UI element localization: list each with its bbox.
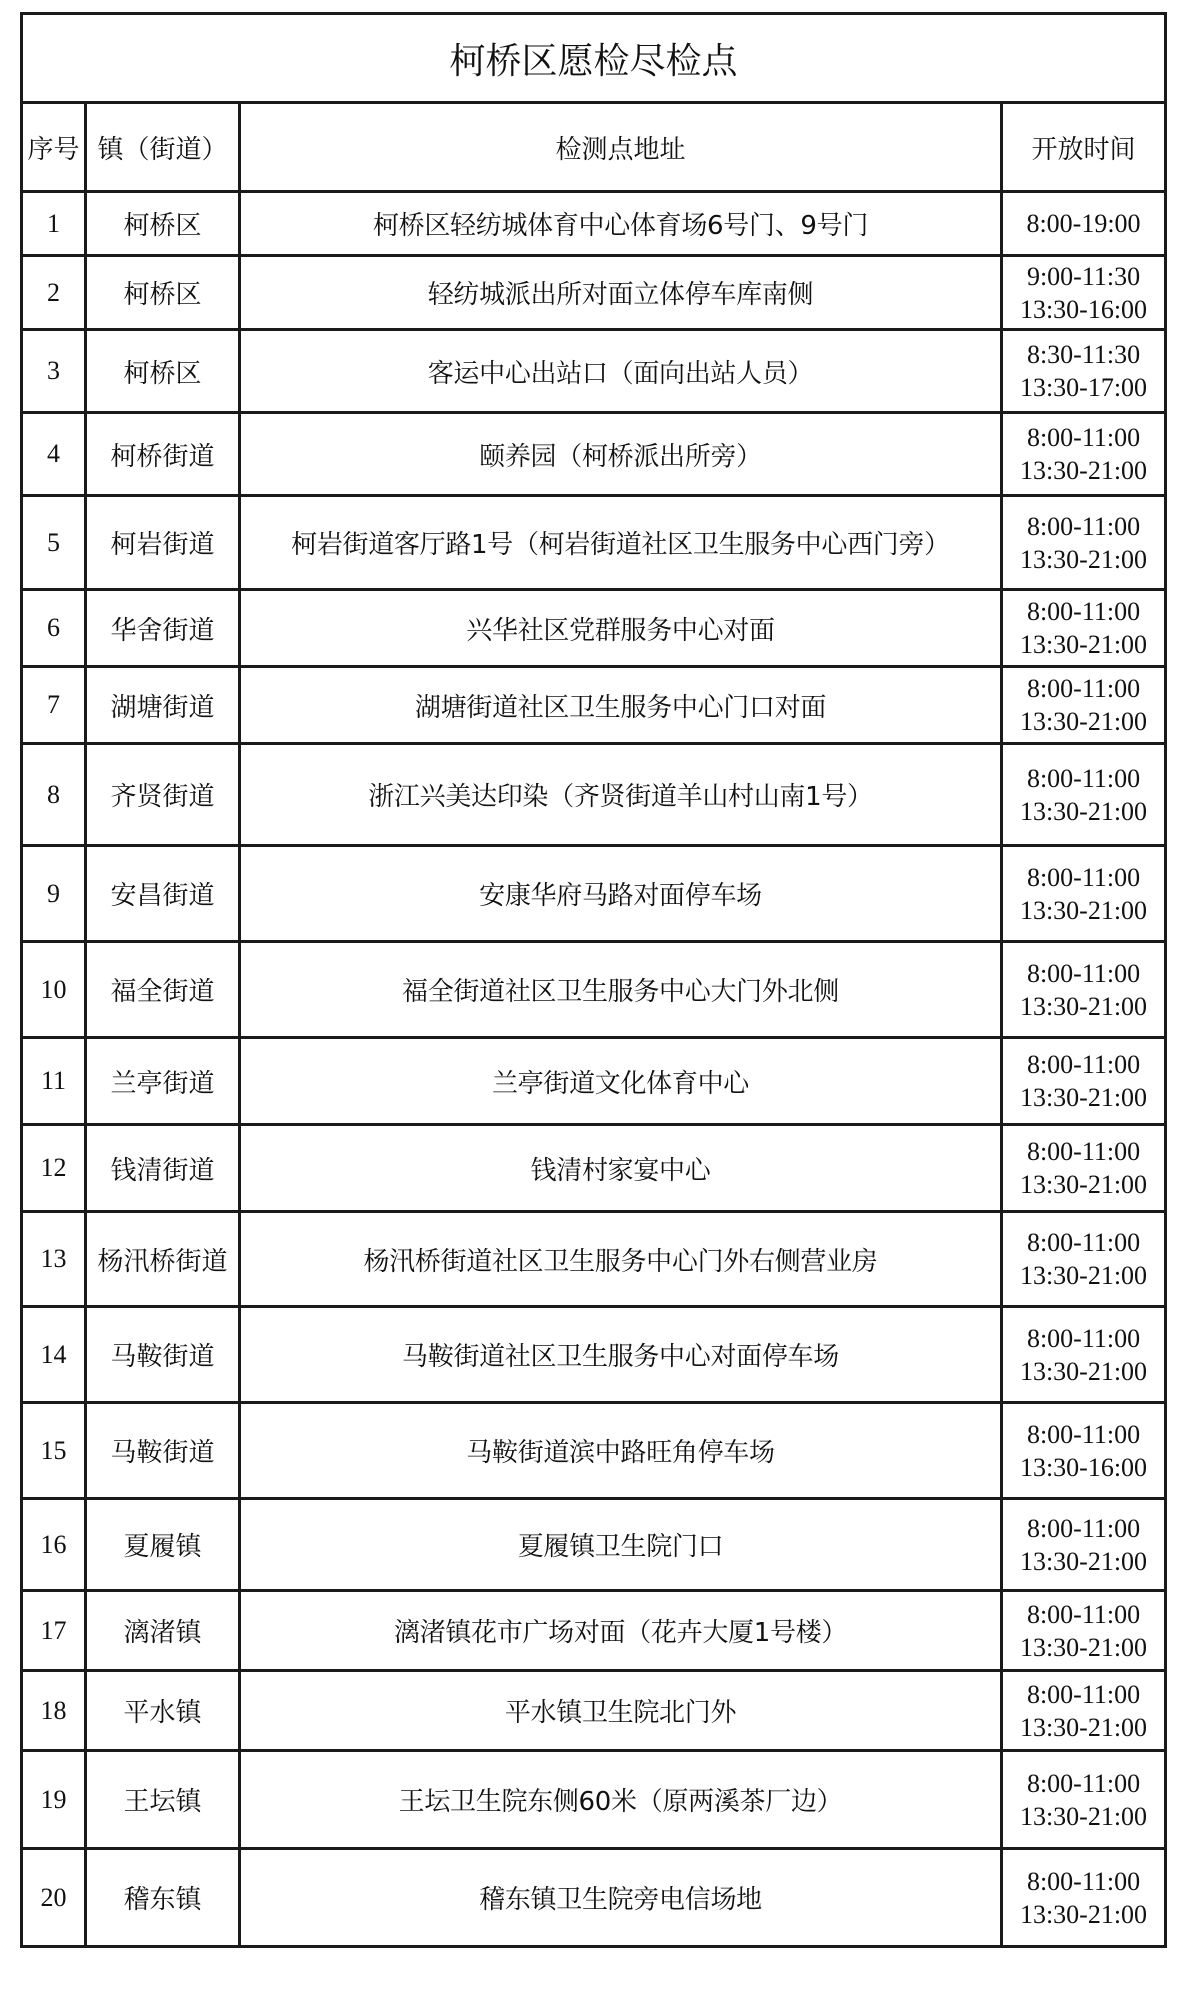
town-cell: 福全街道 (86, 942, 240, 1038)
address-cell: 浙江兴美达印染（齐贤街道羊山村山南1号） (240, 744, 1002, 846)
town-cell: 柯桥区 (86, 192, 240, 256)
hours-afternoon: 13:30-21:00 (1019, 1170, 1148, 1199)
address-cell: 钱清村家宴中心 (240, 1125, 1002, 1212)
address-cell: 兴华社区党群服务中心对面 (240, 590, 1002, 667)
address-cell: 稽东镇卫生院旁电信场地 (240, 1849, 1002, 1947)
address-cell: 柯桥区轻纺城体育中心体育场6号门、9号门 (240, 192, 1002, 256)
header-hours: 开放时间 (1002, 103, 1166, 192)
hours-morning: 8:00-11:00 (1026, 1866, 1141, 1896)
row-number: 13 (22, 1212, 86, 1307)
town-cell: 湖塘街道 (86, 667, 240, 744)
table-row (22, 192, 1166, 256)
hours-morning: 8:00-11:00 (1026, 511, 1141, 541)
row-number: 20 (22, 1849, 86, 1947)
address-cell: 客运中心出站口（面向出站人员） (240, 330, 1002, 413)
hours-cell (1002, 330, 1166, 413)
table-row (22, 413, 1166, 496)
town-cell: 柯桥区 (86, 256, 240, 330)
town-cell: 稽东镇 (86, 1849, 240, 1947)
hours-afternoon: 13:30-21:00 (1019, 1261, 1148, 1290)
hours-cell (1002, 1499, 1166, 1591)
row-number: 14 (22, 1307, 86, 1403)
row-number: 3 (22, 330, 86, 413)
hours-morning: 8:00-19:00 (1026, 209, 1141, 238)
town-cell: 马鞍街道 (86, 1307, 240, 1403)
hours-afternoon: 13:30-21:00 (1019, 707, 1148, 736)
hours-cell (1002, 1751, 1166, 1849)
hours-morning: 8:00-11:00 (1026, 1137, 1141, 1166)
town-cell: 马鞍街道 (86, 1403, 240, 1499)
hours-morning: 8:00-11:00 (1026, 1323, 1141, 1353)
hours-morning: 8:00-11:00 (1026, 597, 1141, 626)
hours-morning: 8:00-11:00 (1026, 1679, 1141, 1709)
row-number: 5 (22, 496, 86, 590)
hours-cell (1002, 1591, 1166, 1671)
header-index: 序号 (22, 103, 86, 192)
town-cell: 柯桥区 (86, 330, 240, 413)
address-cell: 福全街道社区卫生服务中心大门外北侧 (240, 942, 1002, 1038)
town-cell: 齐贤街道 (86, 744, 240, 846)
table-row (22, 1212, 1166, 1307)
row-number: 10 (22, 942, 86, 1038)
table-row (22, 667, 1166, 744)
table-row (22, 1307, 1166, 1403)
address-cell: 杨汛桥街道社区卫生服务中心门外右侧营业房 (240, 1212, 1002, 1307)
row-number: 17 (22, 1591, 86, 1671)
table-body (22, 192, 1166, 1947)
hours-afternoon: 13:30-21:00 (1019, 630, 1148, 659)
hours-cell (1002, 1038, 1166, 1125)
hours-afternoon: 13:30-21:00 (1019, 1546, 1148, 1576)
table-row (22, 330, 1166, 413)
table-row (22, 1403, 1166, 1499)
town-cell: 柯桥街道 (86, 413, 240, 496)
town-cell: 平水镇 (86, 1671, 240, 1751)
hours-morning: 8:00-11:00 (1026, 763, 1141, 793)
address-cell: 马鞍街道社区卫生服务中心对面停车场 (240, 1307, 1002, 1403)
hours-cell (1002, 1849, 1166, 1947)
address-cell: 夏履镇卫生院门口 (240, 1499, 1002, 1591)
table-row (22, 1751, 1166, 1849)
row-number: 15 (22, 1403, 86, 1499)
address-cell: 王坛卫生院东侧60米（原两溪茶厂边） (240, 1751, 1002, 1849)
hours-morning: 8:00-11:00 (1026, 423, 1141, 452)
hours-morning: 8:00-11:00 (1026, 1513, 1141, 1543)
table-row (22, 1499, 1166, 1591)
address-cell: 平水镇卫生院北门外 (240, 1671, 1002, 1751)
hours-morning: 8:00-11:00 (1026, 1599, 1141, 1629)
hours-afternoon: 13:30-21:00 (1019, 544, 1148, 574)
table-row (22, 590, 1166, 667)
town-cell: 柯岩街道 (86, 496, 240, 590)
hours-cell (1002, 667, 1166, 744)
hours-afternoon: 13:30-21:00 (1019, 991, 1148, 1021)
hours-cell (1002, 744, 1166, 846)
hours-morning: 8:00-11:00 (1026, 1050, 1141, 1079)
hours-cell (1002, 1403, 1166, 1499)
town-cell: 安昌街道 (86, 846, 240, 942)
table-row (22, 496, 1166, 590)
hours-cell (1002, 192, 1166, 256)
table-title: 柯桥区愿检尽检点 (22, 14, 1166, 103)
hours-morning: 8:00-11:00 (1026, 1228, 1141, 1257)
row-number: 12 (22, 1125, 86, 1212)
table-row (22, 1038, 1166, 1125)
hours-afternoon: 13:30-21:00 (1019, 1083, 1148, 1112)
row-number: 19 (22, 1751, 86, 1849)
hours-morning: 8:00-11:00 (1026, 862, 1141, 892)
table-row (22, 942, 1166, 1038)
hours-morning: 8:00-11:00 (1026, 1768, 1141, 1798)
row-number: 6 (22, 590, 86, 667)
hours-morning: 8:00-11:00 (1026, 1419, 1141, 1449)
address-cell: 漓渚镇花市广场对面（花卉大厦1号楼） (240, 1591, 1002, 1671)
address-cell: 兰亭街道文化体育中心 (240, 1038, 1002, 1125)
table-row (22, 846, 1166, 942)
hours-cell (1002, 846, 1166, 942)
address-cell: 马鞍街道滨中路旺角停车场 (240, 1403, 1002, 1499)
hours-afternoon: 13:30-21:00 (1019, 895, 1148, 925)
hours-afternoon: 13:30-21:00 (1019, 796, 1148, 826)
hours-afternoon: 13:30-16:00 (1019, 294, 1148, 324)
row-number: 16 (22, 1499, 86, 1591)
hours-afternoon: 13:30-21:00 (1019, 1899, 1148, 1929)
header-address: 检测点地址 (240, 103, 1002, 192)
hours-cell (1002, 1125, 1166, 1212)
town-cell: 王坛镇 (86, 1751, 240, 1849)
town-cell: 兰亭街道 (86, 1038, 240, 1125)
hours-afternoon: 13:30-21:00 (1019, 1712, 1148, 1742)
address-cell: 柯岩街道客厅路1号（柯岩街道社区卫生服务中心西门旁） (240, 496, 1002, 590)
row-number: 18 (22, 1671, 86, 1751)
row-number: 1 (22, 192, 86, 256)
hours-cell (1002, 1212, 1166, 1307)
table-row (22, 1671, 1166, 1751)
hours-cell (1002, 256, 1166, 330)
row-number: 9 (22, 846, 86, 942)
town-cell: 钱清街道 (86, 1125, 240, 1212)
hours-afternoon: 13:30-21:00 (1019, 1356, 1148, 1386)
town-cell: 漓渚镇 (86, 1591, 240, 1671)
table-row (22, 1849, 1166, 1947)
hours-cell (1002, 1671, 1166, 1751)
hours-cell (1002, 590, 1166, 667)
row-number: 11 (22, 1038, 86, 1125)
town-cell: 杨汛桥街道 (86, 1212, 240, 1307)
hours-afternoon: 13:30-21:00 (1019, 1801, 1148, 1831)
address-cell: 安康华府马路对面停车场 (240, 846, 1002, 942)
table-row (22, 256, 1166, 330)
table-row (22, 1591, 1166, 1671)
hours-afternoon: 13:30-21:00 (1019, 456, 1148, 485)
row-number: 2 (22, 256, 86, 330)
row-number: 8 (22, 744, 86, 846)
table-row (22, 1125, 1166, 1212)
hours-morning: 8:00-11:00 (1026, 958, 1141, 988)
hours-afternoon: 13:30-16:00 (1019, 1452, 1148, 1482)
hours-afternoon: 13:30-21:00 (1019, 1632, 1148, 1662)
address-cell: 轻纺城派出所对面立体停车库南侧 (240, 256, 1002, 330)
row-number: 4 (22, 413, 86, 496)
header-town: 镇（街道） (86, 103, 240, 192)
test-site-table (20, 12, 1167, 1948)
hours-cell (1002, 1307, 1166, 1403)
hours-cell (1002, 413, 1166, 496)
town-cell: 夏履镇 (86, 1499, 240, 1591)
hours-afternoon: 13:30-17:00 (1019, 373, 1148, 402)
hours-morning: 9:00-11:30 (1026, 261, 1141, 291)
town-cell: 华舍街道 (86, 590, 240, 667)
hours-morning: 8:00-11:00 (1026, 674, 1141, 703)
row-number: 7 (22, 667, 86, 744)
table-row (22, 744, 1166, 846)
address-cell: 湖塘街道社区卫生服务中心门口对面 (240, 667, 1002, 744)
hours-cell (1002, 942, 1166, 1038)
hours-cell (1002, 496, 1166, 590)
hours-morning: 8:30-11:30 (1026, 340, 1141, 369)
address-cell: 颐养园（柯桥派出所旁） (240, 413, 1002, 496)
